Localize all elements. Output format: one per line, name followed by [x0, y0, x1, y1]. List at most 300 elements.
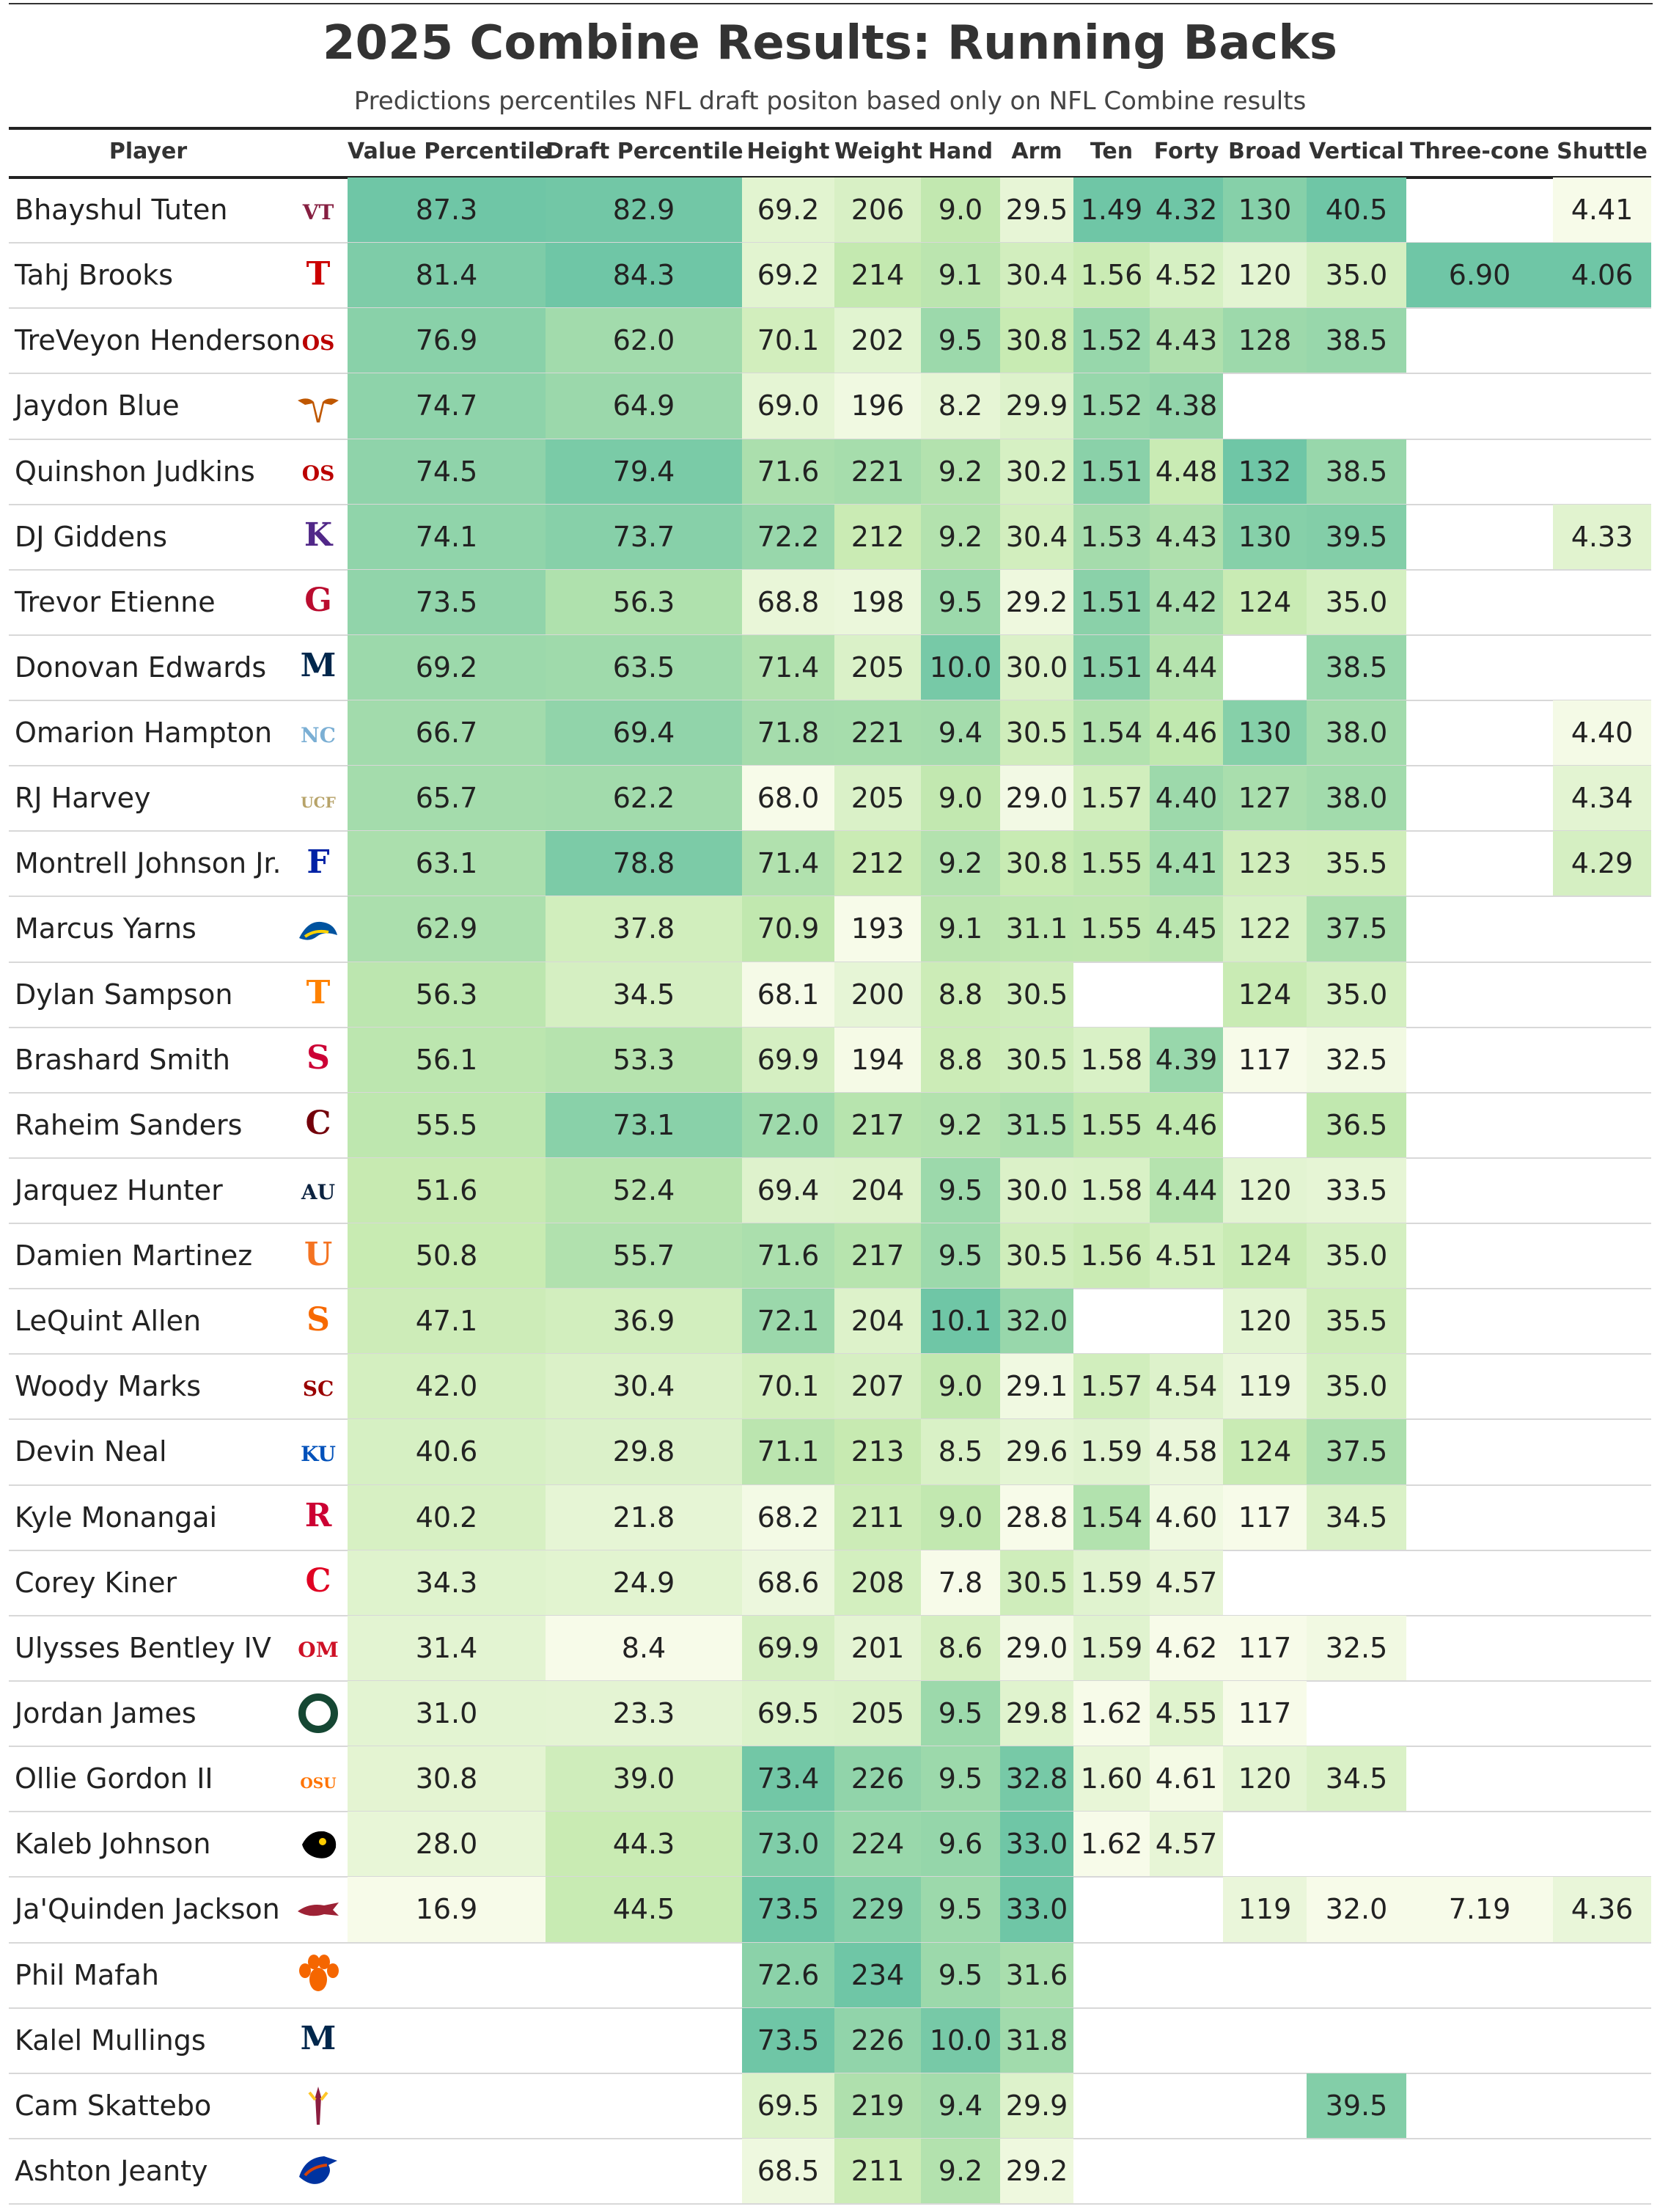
vertical-cell: [1307, 1550, 1406, 1616]
player-name: Jaydon Blue: [15, 389, 180, 422]
svg-text:VT: VT: [302, 199, 334, 224]
arm-cell: 30.0: [1000, 1158, 1073, 1223]
height-cell: 73.5: [742, 2008, 834, 2073]
column-header: Weight: [834, 139, 922, 164]
value-percentile-cell: [348, 1943, 546, 2008]
height-cell: 68.6: [742, 1550, 834, 1616]
arm-cell: 30.8: [1000, 831, 1073, 896]
broad-cell: 117: [1223, 1485, 1307, 1550]
weight-cell: 205: [834, 635, 921, 700]
arm-cell: 30.5: [1000, 1550, 1073, 1616]
hand-cell: 9.0: [921, 177, 1000, 243]
table-row: [0, 373, 1660, 439]
height-cell: 69.0: [742, 373, 834, 439]
broad-cell: 132: [1223, 439, 1307, 505]
height-cell: 71.4: [742, 635, 834, 700]
draft-percentile-cell: 8.4: [546, 1616, 742, 1681]
shuttle-cell: [1553, 2008, 1651, 2073]
three-cone-cell: [1406, 700, 1553, 766]
draft-percentile-cell: 84.3: [546, 243, 742, 308]
shuttle-cell: [1553, 2139, 1651, 2204]
table-row: [0, 1616, 1660, 1681]
value-percentile-cell: 40.6: [348, 1419, 546, 1484]
column-header: Three-cone: [1410, 139, 1549, 164]
arm-cell: 30.2: [1000, 439, 1073, 505]
forty-cell: 4.62: [1150, 1616, 1223, 1681]
arm-cell: 29.0: [1000, 1616, 1073, 1681]
broad-cell: 119: [1223, 1354, 1307, 1419]
broad-cell: 128: [1223, 308, 1307, 373]
forty-cell: 4.48: [1150, 439, 1223, 505]
header-top-rule: [9, 127, 1651, 130]
chart-subtitle: Predictions percentiles NFL draft positon based only on NFL Combine results: [353, 87, 1307, 116]
three-cone-cell: 6.90: [1406, 243, 1553, 308]
table-row: [0, 439, 1660, 505]
weight-cell: 193: [834, 896, 921, 962]
player-name: Ashton Jeanty: [15, 2154, 208, 2187]
arm-cell: 28.8: [1000, 1485, 1073, 1550]
draft-percentile-cell: 24.9: [546, 1550, 742, 1616]
height-cell: 70.1: [742, 308, 834, 373]
column-header: Value Percentile: [348, 139, 551, 164]
draft-percentile-cell: 30.4: [546, 1354, 742, 1419]
player-name: RJ Harvey: [15, 782, 151, 815]
value-percentile-cell: [348, 2073, 546, 2139]
hand-cell: 9.0: [921, 1354, 1000, 1419]
height-cell: 68.2: [742, 1485, 834, 1550]
player-name: Kaleb Johnson: [15, 1828, 211, 1861]
tennessee-logo-icon: [292, 962, 345, 1028]
ten-cell: 1.56: [1073, 1223, 1150, 1289]
chart-title: 2025 Combine Results: Running Backs: [323, 16, 1337, 70]
georgia-logo-icon: [292, 570, 345, 635]
column-header: Vertical: [1309, 139, 1404, 164]
weight-cell: 213: [834, 1419, 921, 1484]
weight-cell: 202: [834, 308, 921, 373]
player-name: Damien Martinez: [15, 1239, 253, 1272]
vertical-cell: [1307, 2139, 1406, 2204]
draft-percentile-cell: [546, 2073, 742, 2139]
table-row: [0, 2073, 1660, 2139]
weight-cell: 196: [834, 373, 921, 439]
draft-percentile-cell: 63.5: [546, 635, 742, 700]
broad-cell: 130: [1223, 177, 1307, 243]
weight-cell: 204: [834, 1289, 921, 1354]
three-cone-cell: [1406, 1354, 1553, 1419]
hand-cell: 7.8: [921, 1550, 1000, 1616]
player-name: Quinshon Judkins: [15, 455, 255, 488]
svg-text:T: T: [306, 254, 331, 293]
weight-cell: 219: [834, 2073, 921, 2139]
kansas-logo-icon: [292, 1419, 345, 1484]
svg-text:SC: SC: [302, 1376, 334, 1401]
value-percentile-cell: 62.9: [348, 896, 546, 962]
value-percentile-cell: 76.9: [348, 308, 546, 373]
forty-cell: 4.44: [1150, 635, 1223, 700]
hand-cell: 9.5: [921, 1943, 1000, 2008]
table-row: [0, 1746, 1660, 1812]
ten-cell: 1.62: [1073, 1681, 1150, 1746]
clemson-logo-icon: [292, 1943, 345, 2008]
vertical-cell: 38.0: [1307, 700, 1406, 766]
column-header: Shuttle: [1557, 139, 1648, 164]
shuttle-cell: [1553, 1681, 1651, 1746]
arm-cell: 29.6: [1000, 1419, 1073, 1484]
shuttle-cell: [1553, 1354, 1651, 1419]
height-cell: 72.1: [742, 1289, 834, 1354]
value-percentile-cell: 31.0: [348, 1681, 546, 1746]
three-cone-cell: [1406, 1616, 1553, 1681]
row-divider: [9, 2203, 1651, 2205]
forty-cell: 4.43: [1150, 505, 1223, 570]
ten-cell: [1073, 2139, 1150, 2204]
draft-percentile-cell: 23.3: [546, 1681, 742, 1746]
value-percentile-cell: 73.5: [348, 570, 546, 635]
ten-cell: 1.51: [1073, 439, 1150, 505]
vertical-cell: 38.0: [1307, 766, 1406, 831]
table-row: [0, 1550, 1660, 1616]
arm-cell: 30.5: [1000, 1223, 1073, 1289]
shuttle-cell: [1553, 1093, 1651, 1158]
three-cone-cell: [1406, 373, 1553, 439]
weight-cell: 226: [834, 1746, 921, 1812]
height-cell: 68.0: [742, 766, 834, 831]
ten-cell: [1073, 1289, 1150, 1354]
hand-cell: 9.0: [921, 766, 1000, 831]
virginia-tech-logo-icon: [292, 177, 345, 243]
three-cone-cell: [1406, 1681, 1553, 1746]
player-name: Raheim Sanders: [15, 1108, 243, 1141]
broad-cell: 120: [1223, 243, 1307, 308]
vertical-cell: 35.0: [1307, 570, 1406, 635]
broad-cell: [1223, 1943, 1307, 2008]
arm-cell: 31.5: [1000, 1093, 1073, 1158]
svg-text:OS: OS: [301, 461, 335, 486]
svg-text:OSU: OSU: [300, 1773, 337, 1792]
vertical-cell: [1307, 373, 1406, 439]
ohio-state-logo-icon: [292, 308, 345, 373]
svg-text:M: M: [300, 2020, 337, 2058]
shuttle-cell: [1553, 1746, 1651, 1812]
value-percentile-cell: 81.4: [348, 243, 546, 308]
ten-cell: 1.56: [1073, 243, 1150, 308]
arm-cell: 30.5: [1000, 962, 1073, 1028]
broad-cell: 124: [1223, 1223, 1307, 1289]
height-cell: 73.4: [742, 1746, 834, 1812]
height-cell: 72.2: [742, 505, 834, 570]
shuttle-cell: 4.29: [1553, 831, 1651, 896]
auburn-logo-icon: [292, 1158, 345, 1223]
three-cone-cell: [1406, 1419, 1553, 1484]
vertical-cell: 32.5: [1307, 1616, 1406, 1681]
svg-text:T: T: [306, 974, 331, 1012]
player-name: Kyle Monangai: [15, 1501, 218, 1534]
column-header: Arm: [1011, 139, 1062, 164]
three-cone-cell: [1406, 1746, 1553, 1812]
draft-percentile-cell: 79.4: [546, 439, 742, 505]
hand-cell: 8.6: [921, 1616, 1000, 1681]
column-header: Ten: [1090, 139, 1134, 164]
vertical-cell: 36.5: [1307, 1093, 1406, 1158]
ten-cell: 1.49: [1073, 177, 1150, 243]
shuttle-cell: [1553, 1289, 1651, 1354]
ten-cell: 1.59: [1073, 1550, 1150, 1616]
column-header: Forty: [1153, 139, 1219, 164]
hand-cell: 8.8: [921, 962, 1000, 1028]
column-header: Broad: [1228, 139, 1301, 164]
player-name: Corey Kiner: [15, 1566, 177, 1599]
svg-text:UCF: UCF: [301, 793, 336, 811]
height-cell: 73.0: [742, 1812, 834, 1877]
table-row: [0, 1812, 1660, 1877]
arm-cell: 32.8: [1000, 1746, 1073, 1812]
forty-cell: 4.45: [1150, 896, 1223, 962]
table-row: [0, 635, 1660, 700]
height-cell: 69.5: [742, 1681, 834, 1746]
height-cell: 69.9: [742, 1616, 834, 1681]
forty-cell: [1150, 962, 1223, 1028]
vertical-cell: 34.5: [1307, 1485, 1406, 1550]
three-cone-cell: [1406, 1223, 1553, 1289]
table-row: [0, 1877, 1660, 1942]
broad-cell: 130: [1223, 505, 1307, 570]
svg-text:S: S: [306, 1039, 330, 1077]
ten-cell: 1.57: [1073, 1354, 1150, 1419]
player-name: Ja'Quinden Jackson: [15, 1893, 280, 1926]
value-percentile-cell: 74.1: [348, 505, 546, 570]
hand-cell: 9.2: [921, 831, 1000, 896]
shuttle-cell: [1553, 2073, 1651, 2139]
forty-cell: 4.54: [1150, 1354, 1223, 1419]
arm-cell: 29.0: [1000, 766, 1073, 831]
forty-cell: [1150, 2139, 1223, 2204]
column-header: Hand: [928, 139, 994, 164]
arm-cell: 33.0: [1000, 1812, 1073, 1877]
weight-cell: 221: [834, 700, 921, 766]
value-percentile-cell: 56.1: [348, 1028, 546, 1093]
three-cone-cell: [1406, 1158, 1553, 1223]
draft-percentile-cell: 21.8: [546, 1485, 742, 1550]
player-name: Cam Skattebo: [15, 2089, 212, 2122]
table-row: [0, 177, 1660, 243]
hand-cell: 10.0: [921, 635, 1000, 700]
draft-percentile-cell: 34.5: [546, 962, 742, 1028]
forty-cell: 4.38: [1150, 373, 1223, 439]
oklahoma-state-logo-icon: [292, 1746, 345, 1812]
three-cone-cell: [1406, 831, 1553, 896]
draft-percentile-cell: [546, 2008, 742, 2073]
broad-cell: 120: [1223, 1158, 1307, 1223]
vertical-cell: 38.5: [1307, 308, 1406, 373]
three-cone-cell: [1406, 635, 1553, 700]
draft-percentile-cell: 62.0: [546, 308, 742, 373]
shuttle-cell: 4.06: [1553, 243, 1651, 308]
table-row: [0, 896, 1660, 962]
south-carolina-logo-icon: [292, 1093, 345, 1158]
height-cell: 71.4: [742, 831, 834, 896]
arm-cell: 29.5: [1000, 177, 1073, 243]
value-percentile-cell: 65.7: [348, 766, 546, 831]
forty-cell: [1150, 1289, 1223, 1354]
forty-cell: 4.46: [1150, 700, 1223, 766]
table-row: [0, 1158, 1660, 1223]
table-row: [0, 1028, 1660, 1093]
value-percentile-cell: 28.0: [348, 1812, 546, 1877]
three-cone-cell: [1406, 1943, 1553, 2008]
broad-cell: 120: [1223, 1289, 1307, 1354]
weight-cell: 198: [834, 570, 921, 635]
vertical-cell: 33.5: [1307, 1158, 1406, 1223]
player-name: Montrell Johnson Jr.: [15, 847, 282, 880]
kansas-state-logo-icon: [292, 505, 345, 570]
forty-cell: [1150, 1877, 1223, 1942]
vertical-cell: 32.0: [1307, 1877, 1406, 1942]
broad-cell: 123: [1223, 831, 1307, 896]
ten-cell: [1073, 962, 1150, 1028]
vertical-cell: 35.0: [1307, 1354, 1406, 1419]
arm-cell: 29.2: [1000, 570, 1073, 635]
draft-percentile-cell: 64.9: [546, 373, 742, 439]
height-cell: 69.5: [742, 2073, 834, 2139]
arm-cell: 29.2: [1000, 2139, 1073, 2204]
arm-cell: 30.5: [1000, 700, 1073, 766]
arm-cell: 33.0: [1000, 1877, 1073, 1942]
value-percentile-cell: 34.3: [348, 1550, 546, 1616]
three-cone-cell: [1406, 1289, 1553, 1354]
table-row: [0, 2139, 1660, 2204]
three-cone-cell: [1406, 439, 1553, 505]
arm-cell: 30.8: [1000, 308, 1073, 373]
draft-percentile-cell: 82.9: [546, 177, 742, 243]
hand-cell: 9.1: [921, 243, 1000, 308]
player-name: Devin Neal: [15, 1435, 167, 1468]
shuttle-cell: [1553, 1485, 1651, 1550]
draft-percentile-cell: 78.8: [546, 831, 742, 896]
broad-cell: 122: [1223, 896, 1307, 962]
weight-cell: 205: [834, 1681, 921, 1746]
hand-cell: 9.5: [921, 308, 1000, 373]
ten-cell: [1073, 2008, 1150, 2073]
delaware-logo-icon: [292, 896, 345, 962]
forty-cell: 4.32: [1150, 177, 1223, 243]
forty-cell: [1150, 1943, 1223, 2008]
texas-tech-logo-icon: [292, 243, 345, 308]
vertical-cell: 39.5: [1307, 2073, 1406, 2139]
draft-percentile-cell: 39.0: [546, 1746, 742, 1812]
value-percentile-cell: 51.6: [348, 1158, 546, 1223]
arm-cell: 31.1: [1000, 896, 1073, 962]
weight-cell: 224: [834, 1812, 921, 1877]
draft-percentile-cell: 29.8: [546, 1419, 742, 1484]
shuttle-cell: [1553, 1158, 1651, 1223]
svg-text:NC: NC: [301, 722, 336, 747]
michigan-logo-icon: [292, 2008, 345, 2073]
column-header: Height: [746, 139, 830, 164]
forty-cell: 4.52: [1150, 243, 1223, 308]
table-row: [0, 2008, 1660, 2073]
value-percentile-cell: 31.4: [348, 1616, 546, 1681]
height-cell: 70.1: [742, 1354, 834, 1419]
vertical-cell: 38.5: [1307, 439, 1406, 505]
broad-cell: 117: [1223, 1616, 1307, 1681]
forty-cell: 4.44: [1150, 1158, 1223, 1223]
height-cell: 73.5: [742, 1877, 834, 1942]
broad-cell: 117: [1223, 1681, 1307, 1746]
height-cell: 71.6: [742, 439, 834, 505]
broad-cell: [1223, 2008, 1307, 2073]
hand-cell: 9.6: [921, 1812, 1000, 1877]
table-row: [0, 1419, 1660, 1484]
broad-cell: 130: [1223, 700, 1307, 766]
shuttle-cell: 4.33: [1553, 505, 1651, 570]
svg-text:R: R: [304, 1497, 332, 1535]
broad-cell: [1223, 1093, 1307, 1158]
svg-text:OS: OS: [301, 330, 335, 355]
broad-cell: 117: [1223, 1028, 1307, 1093]
table-row: [0, 1354, 1660, 1419]
weight-cell: 217: [834, 1093, 921, 1158]
value-percentile-cell: 55.5: [348, 1093, 546, 1158]
broad-cell: [1223, 2073, 1307, 2139]
arm-cell: 32.0: [1000, 1289, 1073, 1354]
shuttle-cell: [1553, 1419, 1651, 1484]
ten-cell: [1073, 2073, 1150, 2139]
vertical-cell: 35.0: [1307, 243, 1406, 308]
arm-cell: 29.9: [1000, 2073, 1073, 2139]
shuttle-cell: [1553, 962, 1651, 1028]
value-percentile-cell: [348, 2008, 546, 2073]
weight-cell: 204: [834, 1158, 921, 1223]
height-cell: 68.8: [742, 570, 834, 635]
vertical-cell: [1307, 1943, 1406, 2008]
ten-cell: 1.54: [1073, 1485, 1150, 1550]
shuttle-cell: [1553, 896, 1651, 962]
hand-cell: 8.5: [921, 1419, 1000, 1484]
svg-text:F: F: [306, 843, 330, 881]
ten-cell: 1.51: [1073, 570, 1150, 635]
column-header: Player: [109, 139, 188, 164]
boise-state-logo-icon: [292, 2139, 345, 2204]
ten-cell: 1.51: [1073, 635, 1150, 700]
weight-cell: 214: [834, 243, 921, 308]
height-cell: 71.8: [742, 700, 834, 766]
hand-cell: 9.2: [921, 439, 1000, 505]
value-percentile-cell: 42.0: [348, 1354, 546, 1419]
vertical-cell: 35.5: [1307, 1289, 1406, 1354]
vertical-cell: 37.5: [1307, 1419, 1406, 1484]
table-row: [0, 243, 1660, 308]
height-cell: 69.4: [742, 1158, 834, 1223]
vertical-cell: 35.0: [1307, 1223, 1406, 1289]
table-row: [0, 766, 1660, 831]
smu-logo-icon: [292, 1028, 345, 1093]
value-percentile-cell: 30.8: [348, 1746, 546, 1812]
column-header: Draft Percentile: [546, 139, 743, 164]
ten-cell: 1.57: [1073, 766, 1150, 831]
arm-cell: 31.6: [1000, 1943, 1073, 2008]
hand-cell: 9.5: [921, 1158, 1000, 1223]
three-cone-cell: [1406, 1485, 1553, 1550]
value-percentile-cell: [348, 2139, 546, 2204]
ten-cell: 1.52: [1073, 373, 1150, 439]
weight-cell: 208: [834, 1550, 921, 1616]
weight-cell: 234: [834, 1943, 921, 2008]
broad-cell: 119: [1223, 1877, 1307, 1942]
height-cell: 68.1: [742, 962, 834, 1028]
weight-cell: 205: [834, 766, 921, 831]
shuttle-cell: [1553, 1812, 1651, 1877]
hand-cell: 9.2: [921, 1093, 1000, 1158]
